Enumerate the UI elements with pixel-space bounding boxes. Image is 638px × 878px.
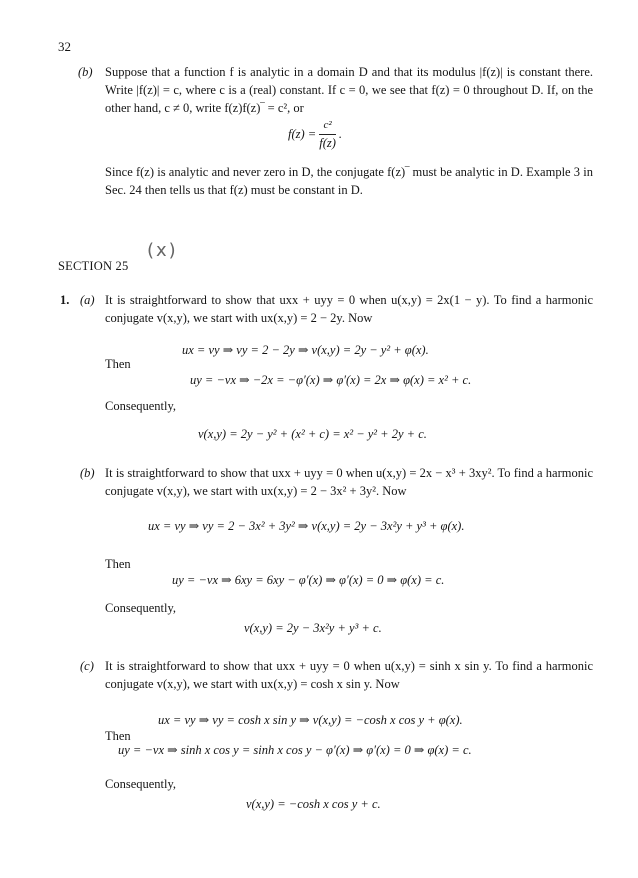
conjugate-fraction-equation [288,118,342,152]
fraction-lhs: f(z) = [288,127,317,142]
fraction-period: . [338,127,343,142]
fraction [319,118,336,152]
part-b-prev-paragraph-2: Since f(z) is analytic and never zero in D, the conjugate f(z)‾ must be analytic in D. Example 3 in Sec. 24 then tells us that f(z) must be constant in D. [105,165,593,197]
part-b-label: (b) [80,466,95,480]
part-a-consequently: Consequently, [105,399,177,413]
part-a-equation-3: v(x,y) = 2y − y² + (x² + c) = x² − y² + 2y + c. [198,427,427,441]
handwritten-scribble: (x) [147,240,178,261]
part-b-consequently: Consequently, [105,601,177,615]
part-b-prev-label: (b) [78,65,93,79]
part-b-equation-3: v(x,y) = 2y − 3x²y + y³ + c. [244,621,382,635]
part-c-label: (c) [80,659,94,673]
part-a-then: Then [105,357,131,371]
part-b-prev-paragraph-1: Suppose that a function f is analytic in a domain D and that its modulus |f(z)| is constant there. Write |f(z)| = c, where c is a (real) constant. If c = 0, we see that f(z) = 0 throughout D. If, on the other hand, c ≠ 0, write f(z)f(z)‾ = c², or [105,65,593,115]
part-c-consequently: Consequently, [105,777,177,791]
part-b-intro: It is straightforward to show that uxx + uyy = 0 when u(x,y) = 2x − x³ + 3xy². To find a harmonic conjugate v(x,y), we start with ux(x,y) = 2 − 3x² + 3y². Now [105,466,593,498]
part-b-then: Then [105,557,131,571]
fraction-denominator: f(z) [319,135,336,150]
part-a-equation-1: ux = vy ⇒ vy = 2 − 2y ⇒ v(x,y) = 2y − y² + φ(x). [182,343,429,357]
part-b-equation-2: uy = −vx ⇒ 6xy = 6xy − φ′(x) ⇒ φ′(x) = 0 ⇒ φ(x) = c. [172,573,445,587]
part-a-equation-2: uy = −vx ⇒ −2x = −φ′(x) ⇒ φ′(x) = 2x ⇒ φ(x) = x² + c. [190,373,472,387]
part-b-equation-1: ux = vy ⇒ vy = 2 − 3x² + 3y² ⇒ v(x,y) = 2y − 3x²y + y³ + φ(x). [148,519,465,533]
fraction-numerator: c² [319,118,336,135]
part-c-then: Then [105,729,131,743]
part-a-label: (a) [80,293,95,307]
section-heading: SECTION 25 [58,259,129,273]
part-c-equation-2: uy = −vx ⇒ sinh x cos y = sinh x cos y − φ′(x) ⇒ φ′(x) = 0 ⇒ φ(x) = c. [118,743,472,757]
part-c-intro: It is straightforward to show that uxx + uyy = 0 when u(x,y) = sinh x sin y. To find a harmonic conjugate v(x,y), we start with ux(x,y) = cosh x sin y. Now [105,659,593,691]
part-a-intro: It is straightforward to show that uxx + uyy = 0 when u(x,y) = 2x(1 − y). To find a harmonic conjugate v(x,y), we start with ux(x,y) = 2 − 2y. Now [105,293,593,325]
page-number: 32 [58,39,71,54]
part-c-equation-3: v(x,y) = −cosh x cos y + c. [246,797,381,811]
exercise-number: 1. [60,293,70,307]
part-c-equation-1: ux = vy ⇒ vy = cosh x sin y ⇒ v(x,y) = −cosh x cos y + φ(x). [158,713,463,727]
